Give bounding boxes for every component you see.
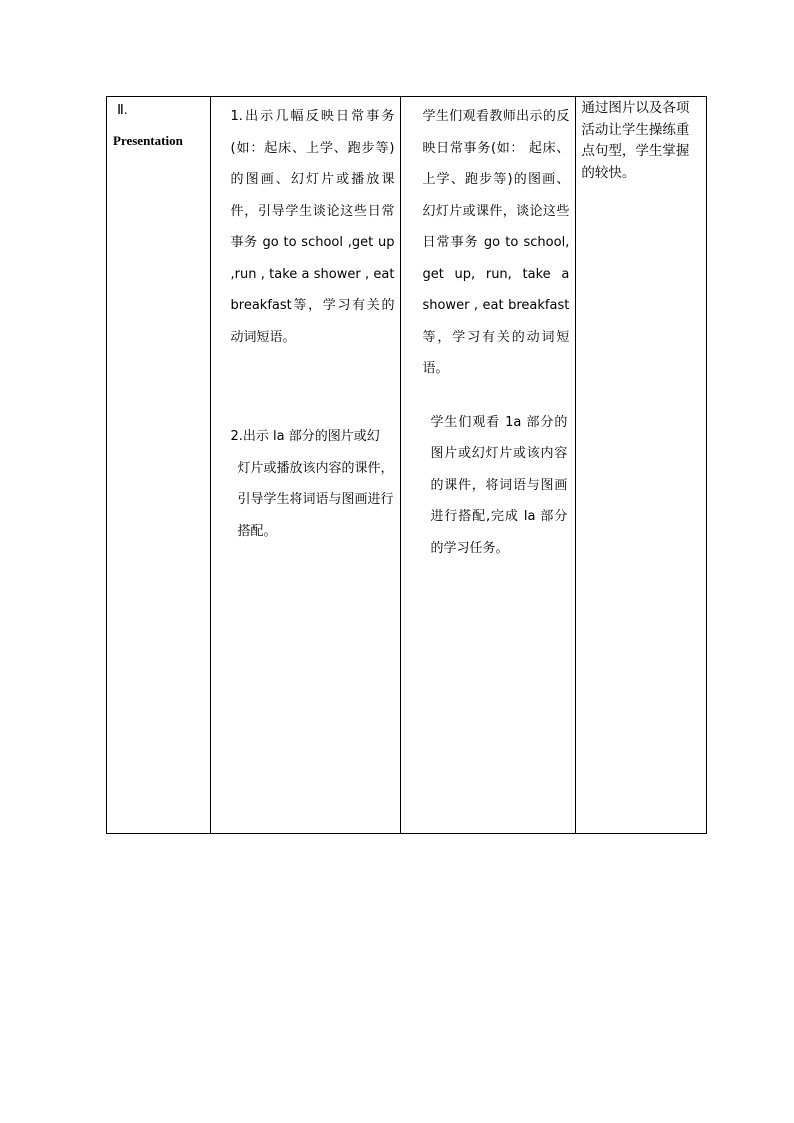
student-activity-part2: 学生们观看 1a 部分的图片或幻灯片或该内容的课件，将词语与图画进行搭配,完成 la 部分的学习任务。 <box>430 414 568 556</box>
teacher-activity-part2-rest: 灯片或播放该内容的课件，引导学生将词语与图画进行搭配。 <box>237 460 394 539</box>
table-row <box>107 97 707 834</box>
teacher-activity-part2 <box>231 421 395 547</box>
student-activity-cell <box>401 97 576 834</box>
stage-number: Ⅱ. <box>117 103 128 118</box>
stage-name: Presentation <box>113 133 183 148</box>
student-activity-part1: 学生们观看教师出示的反映日常事务(如： 起床、上学、跑步等)的图画、幻灯片或课件，谈论这些日常事务 go to school, get up, run, take a shower , eat breakfast 等，学习有关的动词短语。 <box>422 109 570 376</box>
design-aim-text: 通过图片以及各项活动让学生操练重点句型，学生掌握的较快。 <box>581 100 690 181</box>
design-aim-cell <box>576 97 707 834</box>
teacher-activity-part2-line1: 2.出示 la 部分的图片或幻 <box>230 429 380 444</box>
stage-cell <box>107 97 211 834</box>
lesson-plan-table <box>106 96 707 834</box>
teacher-activity-cell <box>210 97 401 834</box>
teacher-activity-part1: 1.出示几幅反映日常事务(如：起床、上学、跑步等)的图画、幻灯片或播放课件，引导学生谈论这些日常事务 go to school ,get up ,run , take a shower , eat breakfast等，学习有关的动词短语。 <box>230 109 395 345</box>
